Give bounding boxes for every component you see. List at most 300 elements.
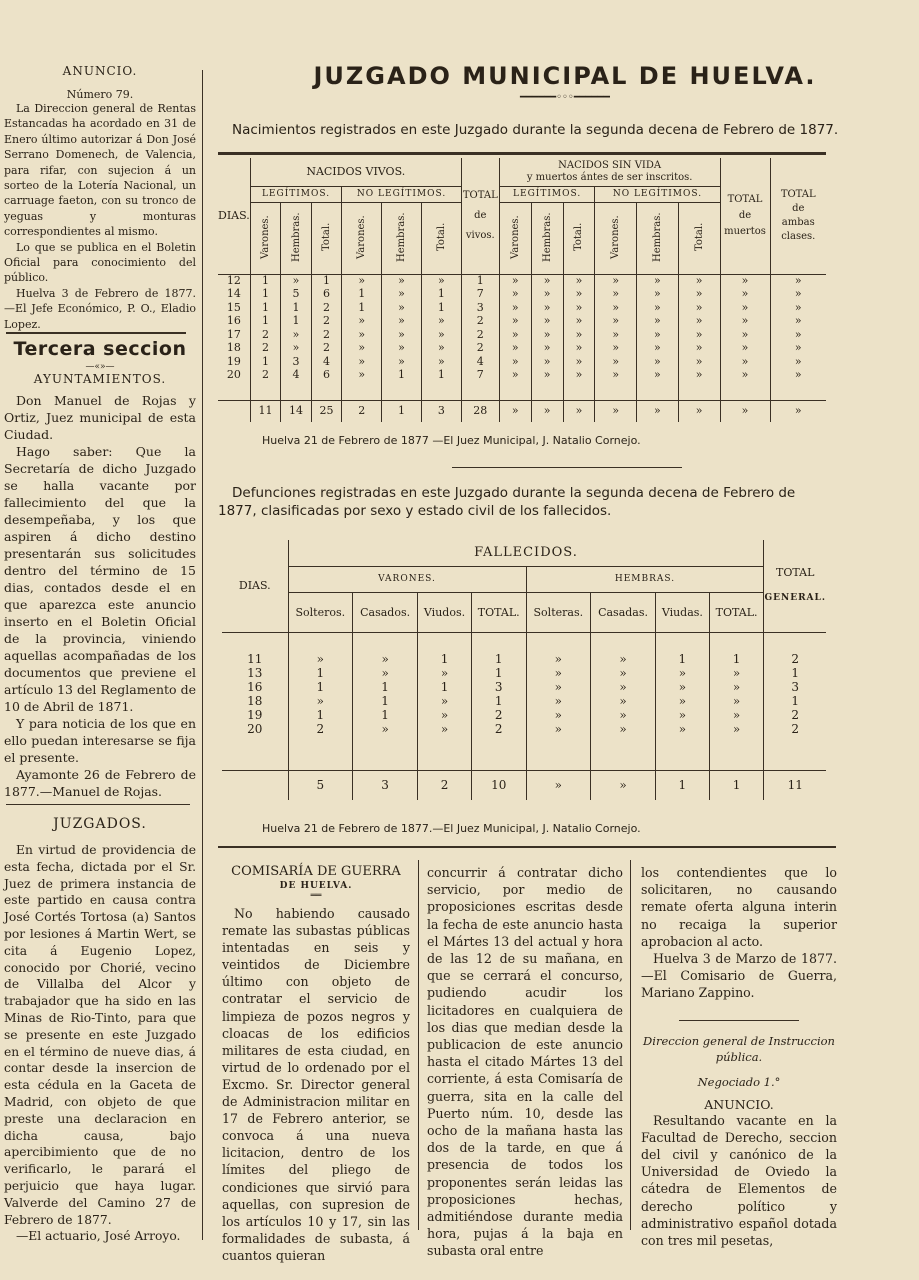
deaths-cell: 1: [791, 693, 800, 708]
deaths-cell: 2: [791, 721, 800, 736]
births-cell: »: [794, 368, 802, 382]
births-cell: »: [794, 300, 802, 314]
deaths-cell: 1: [709, 770, 764, 800]
ta-1: TOTAL: [780, 188, 816, 200]
births-cell: »: [421, 328, 461, 342]
sv-no-legitimos-header: NO LEGÍTIMOS.: [595, 186, 720, 202]
deaths-cell: [709, 736, 764, 770]
col-total: Total.: [321, 222, 333, 251]
total-vivos-de: de: [474, 209, 487, 221]
deaths-col-header: Casados.: [353, 592, 418, 632]
births-cell: 6: [311, 288, 342, 302]
deaths-dias-header: DIAS.: [222, 540, 288, 632]
births-cell: »: [499, 315, 531, 329]
col-total: Total.: [573, 222, 585, 251]
table-top-rule: [218, 152, 826, 155]
deaths-cell: »: [709, 708, 764, 722]
deaths-cell: [418, 736, 472, 770]
births-cell: »: [637, 328, 679, 342]
births-cell: »: [421, 315, 461, 329]
deaths-cell: »: [591, 652, 656, 666]
ta-3: ambas clases.: [781, 216, 816, 242]
births-cell: »: [563, 274, 595, 288]
deaths-row: [222, 708, 826, 722]
births-cell: 1: [382, 369, 422, 383]
instruccion-heading: Direccion general de Instruccion pública.: [643, 1033, 835, 1064]
births-cell: »: [382, 328, 422, 342]
births-cell: »: [342, 369, 382, 383]
column-rule: [202, 70, 203, 1240]
births-body: [218, 274, 826, 422]
anuncio-p3: Huelva 3 de Febrero de 1877. —El Jefe Económico, P. O., Eladio Lopez.: [4, 286, 196, 331]
deaths-cell: »: [288, 694, 353, 708]
births-cell: »: [595, 315, 637, 329]
births-cell: »: [720, 315, 770, 329]
births-cell: 16: [218, 315, 250, 329]
deaths-cell: 20: [222, 722, 288, 736]
tercera-p3: Y para noticia de los que en ello puedan interesarse se fija el presente.: [4, 716, 196, 765]
deaths-footer: Huelva 21 de Febrero de 1877.—El Juez Municipal, J. Natalio Cornejo.: [262, 822, 641, 835]
births-cell: »: [595, 274, 637, 288]
deaths-cell: 1: [709, 652, 764, 666]
births-cell: »: [595, 400, 637, 422]
births-cell: »: [531, 342, 563, 356]
anuncio-p2: Lo que se publica en el Boletin Oficial para conocimiento del público.: [4, 240, 196, 285]
births-cell: »: [563, 288, 595, 302]
col-total: Total.: [693, 222, 705, 251]
births-cell: »: [720, 274, 770, 288]
births-cell: »: [281, 274, 312, 288]
births-cell: »: [499, 342, 531, 356]
deaths-cell: »: [656, 666, 710, 680]
nacidos-vivos-header: NACIDOS VIVOS.: [250, 158, 461, 186]
deaths-spacer-row: [222, 736, 826, 770]
births-cell: [563, 382, 595, 400]
births-cell: »: [720, 288, 770, 302]
deaths-col-header: TOTAL.: [471, 592, 526, 632]
births-cell: »: [794, 287, 802, 301]
deaths-cell: »: [656, 680, 710, 694]
births-cell: 17: [218, 328, 250, 342]
deaths-cell: 3: [353, 770, 418, 800]
births-cell: 14: [218, 288, 250, 302]
deaths-cell: 1: [288, 680, 353, 694]
deaths-cell: 2: [418, 770, 472, 800]
deaths-cell: 1: [353, 680, 418, 694]
births-cell: »: [531, 400, 563, 422]
births-cell: »: [563, 328, 595, 342]
tercera-p2: Hago saber: Que la Secretaría de dicho Juzgado se halla vacante por fallecimiento del que la desempeñaba, y los que aspiren á dicho destino presentarán sus solicitudes dentro del término de 15 dias, contados desde el en que aparezca este anuncio inserto en el Boletin Oficial de la provincia, viniendo aquellas acompañadas de los documentos que previene el artículo 13 del Reglamento de 10 de Abril de 1871.: [4, 444, 196, 714]
deaths-cell: 1: [288, 708, 353, 722]
sin-vida-sub: y muertos ántes de ser inscritos.: [526, 171, 693, 183]
births-cell: »: [678, 301, 720, 315]
deaths-cell: 16: [222, 680, 288, 694]
deaths-cell: [471, 736, 526, 770]
deaths-cell: [526, 736, 591, 770]
births-cell: »: [342, 274, 382, 288]
births-cell: 1: [421, 288, 461, 302]
deaths-cell: 1: [656, 770, 710, 800]
deaths-cell: 1: [353, 708, 418, 722]
deaths-cell: 19: [222, 708, 288, 722]
births-cell: »: [499, 328, 531, 342]
tm-2: de: [738, 209, 752, 221]
births-cell: 1: [250, 274, 281, 288]
deaths-cell: 2: [791, 707, 800, 722]
deaths-cell: [353, 632, 418, 652]
deaths-cell: 2: [791, 651, 800, 666]
births-cell: 2: [311, 342, 342, 356]
juzgados-p1: En virtud de providencia de esta fecha, dictada por el Sr. Juez de primera instancia de este partido en causa contra José Cortés Tortosa (a) Santos por lesiones á Martin Wert, se cita á Eugenio Lopez, conocido por Chorié, vecino de Villalba del Alcor y trabajador que ha sido en las Minas de Rio-Tinto, para que se presente en este Juzgado en el término de nueve dias, á contar desde la insercion de esta cédula en la Gaceta de Madrid, con objeto de que preste una declaracion en dicha causa, bajo apercibimiento que de no verificarlo, le parará el perjuicio que haya lugar. Valverde del Camino 27 de Febrero de 1877.: [4, 843, 196, 1227]
deaths-cell: »: [656, 694, 710, 708]
births-cell: [720, 382, 770, 400]
deaths-row: [222, 680, 826, 694]
births-cell: »: [499, 301, 531, 315]
births-cell: »: [531, 301, 563, 315]
deaths-cell: [591, 736, 656, 770]
births-cell: 1: [382, 400, 422, 422]
tercera-p1: Don Manuel de Rojas y Ortiz, Juez municipal de esta Ciudad.: [4, 393, 196, 442]
births-cell: 2: [461, 315, 499, 329]
births-cell: »: [563, 400, 595, 422]
births-cell: »: [382, 315, 422, 329]
births-cell: »: [637, 355, 679, 369]
births-cell: »: [382, 342, 422, 356]
births-cell: 2: [250, 369, 281, 383]
total-vivos-label: TOTAL: [462, 189, 498, 201]
births-cell: »: [499, 274, 531, 288]
births-cell: »: [678, 342, 720, 356]
juzgados-heading: JUZGADOS.: [53, 816, 147, 832]
page-title: JUZGADO MUNICIPAL DE HUELVA.: [313, 62, 817, 90]
births-cell: »: [342, 328, 382, 342]
total-vivos-header: [461, 158, 499, 274]
deaths-cell: »: [709, 722, 764, 736]
births-cell: 1: [421, 369, 461, 383]
births-cell: 1: [250, 355, 281, 369]
comisaria-ornament: ══: [310, 891, 322, 901]
deaths-cell: [656, 632, 710, 652]
births-cell: 3: [461, 301, 499, 315]
births-cell: 15: [218, 301, 250, 315]
instruccion-p1: Resultando vacante en la Facultad de Derecho, seccion del civil y canónico de la Universidad de Oviedo la cátedra de Elementos de derecho político y administrativo español dotada con tres mil pesetas,: [641, 1112, 837, 1249]
births-row: [218, 369, 826, 383]
deaths-row: [222, 652, 826, 666]
deaths-cell: »: [709, 694, 764, 708]
deaths-cell: [764, 736, 826, 770]
deaths-spacer-row: [222, 632, 826, 652]
births-cell: »: [595, 328, 637, 342]
births-row: [218, 274, 826, 288]
births-cell: »: [421, 274, 461, 288]
deaths-totals-row: [222, 770, 826, 800]
births-cell: »: [382, 274, 422, 288]
deaths-cell: [656, 736, 710, 770]
col-varones: Varones.: [260, 214, 271, 259]
tg-2: GENERAL.: [764, 593, 826, 604]
tg-1: TOTAL: [776, 566, 815, 580]
deaths-cell: »: [656, 708, 710, 722]
births-cell: »: [794, 341, 802, 355]
births-cell: »: [637, 315, 679, 329]
deaths-cell: 1: [791, 665, 800, 680]
col-total: Total.: [435, 222, 447, 251]
deaths-cell: 1: [288, 666, 353, 680]
deaths-cell: [709, 632, 764, 652]
births-cell: »: [678, 274, 720, 288]
column-rule: [418, 860, 419, 1230]
deaths-row: [222, 694, 826, 708]
sv-legitimos-header: LEGÍTIMOS.: [499, 186, 595, 202]
births-cell: 1: [250, 301, 281, 315]
births-footer: Huelva 21 de Febrero de 1877 —El Juez Municipal, J. Natalio Cornejo.: [262, 434, 641, 447]
births-cell: 20: [218, 369, 250, 383]
deaths-cell: 11: [222, 652, 288, 666]
births-cell: »: [531, 288, 563, 302]
births-cell: 4: [311, 355, 342, 369]
births-cell: 1: [342, 301, 382, 315]
births-cell: [531, 382, 563, 400]
deaths-cell: [353, 736, 418, 770]
births-cell: »: [678, 328, 720, 342]
deaths-cell: [591, 632, 656, 652]
births-cell: »: [382, 288, 422, 302]
deaths-cell: »: [591, 680, 656, 694]
tercera-ornament: —«»—: [85, 362, 115, 372]
births-cell: 2: [311, 301, 342, 315]
juzgados-p2: —El actuario, José Arroyo.: [16, 1229, 181, 1244]
births-cell: [218, 382, 250, 400]
col-hembras: Hembras.: [541, 211, 553, 262]
births-cell: [595, 382, 637, 400]
births-cell: »: [678, 315, 720, 329]
deaths-cell: »: [418, 666, 472, 680]
births-cell: 19: [218, 355, 250, 369]
births-cell: »: [720, 328, 770, 342]
births-cell: 25: [311, 400, 342, 422]
deaths-cell: »: [353, 666, 418, 680]
col-varones: Varones.: [509, 214, 521, 259]
negociado: Negociado 1.°: [697, 1074, 781, 1089]
comisaria-p2: concurrir á contratar dicho servicio, por medio de proposiciones escritas desde la fecha de este anuncio hasta el Mártes 13 del actual y hora de las 12 de su mañana, en que se cerrará el concurso, pudiendo acudir los licitadores en cualquiera de los dias que median desde la publicacion de este anuncio hasta el citado Mártes 13 del corriente, á esta Comisaría de guerra, sita en la calle del Puerto núm. 10, desde las ocho de la mañana hasta las dos de la tarde, en que á presencia de todos los proponentes serán leidas las proposiciones hechas, admitiéndose durante media hora, pujas á la baja en subasta oral entre: [427, 865, 623, 1259]
births-row: [218, 288, 826, 302]
births-cell: »: [563, 369, 595, 383]
births-cell: 3: [421, 400, 461, 422]
deaths-cell: 13: [222, 666, 288, 680]
births-cell: »: [342, 342, 382, 356]
deaths-heading: Defunciones registradas en este Juzgado durante la segunda decena de Febrero de 1877, clasificadas por sexo y estado civil de los fallecidos.: [218, 485, 796, 519]
births-row: [218, 301, 826, 315]
births-cell: »: [563, 301, 595, 315]
comisaria-date: Huelva 3 de Marzo de 1877. —El Comisario de Guerra, Mariano Zappino.: [641, 951, 837, 1001]
deaths-cell: 1: [471, 666, 526, 680]
births-spacer-row: [218, 382, 826, 400]
deaths-cell: »: [591, 666, 656, 680]
deaths-cell: »: [418, 722, 472, 736]
births-cell: »: [637, 369, 679, 383]
births-cell: »: [595, 301, 637, 315]
births-cell: »: [720, 301, 770, 315]
comisaria-col2: [427, 864, 623, 1260]
deaths-cell: »: [526, 666, 591, 680]
tm-1: TOTAL: [727, 193, 763, 205]
deaths-cell: 1: [471, 694, 526, 708]
col-varones: Varones.: [610, 214, 622, 259]
births-cell: 2: [250, 328, 281, 342]
tercera-section: [4, 338, 196, 800]
births-cell: »: [794, 314, 802, 328]
births-cell: 2: [461, 342, 499, 356]
deaths-cell: »: [709, 666, 764, 680]
sin-vida-label: NACIDOS SIN VIDA: [558, 159, 662, 171]
births-cell: »: [382, 355, 422, 369]
anuncio-number: Número 79.: [66, 88, 134, 101]
deaths-col-header: TOTAL.: [709, 592, 764, 632]
births-cell: »: [421, 355, 461, 369]
births-cell: 2: [342, 400, 382, 422]
total-general-header: [764, 540, 826, 632]
births-cell: »: [382, 301, 422, 315]
col-hembras: Hembras.: [651, 211, 663, 262]
births-cell: [281, 382, 312, 400]
births-cell: »: [595, 355, 637, 369]
births-cell: »: [531, 315, 563, 329]
deaths-cell: 11: [764, 770, 826, 800]
births-cell: »: [531, 355, 563, 369]
ta-2: de: [792, 202, 805, 214]
births-heading: Nacimientos registrados en este Juzgado durante la segunda decena de Febrero de 1877.: [232, 122, 839, 138]
births-cell: »: [563, 342, 595, 356]
total-ambas-header: [770, 158, 826, 274]
births-cell: »: [770, 400, 826, 422]
deaths-cell: 10: [471, 770, 526, 800]
deaths-cell: 2: [471, 722, 526, 736]
deaths-row: [222, 722, 826, 736]
births-cell: 2: [311, 315, 342, 329]
deaths-cell: »: [656, 722, 710, 736]
deaths-cell: 18: [222, 694, 288, 708]
births-cell: »: [499, 369, 531, 383]
deaths-cell: 1: [471, 652, 526, 666]
deaths-cell: [526, 632, 591, 652]
deaths-cell: »: [288, 652, 353, 666]
deaths-cell: 1: [656, 652, 710, 666]
births-row: [218, 355, 826, 369]
births-cell: »: [563, 315, 595, 329]
deaths-cell: 3: [791, 679, 800, 694]
deaths-cell: »: [418, 694, 472, 708]
births-cell: »: [720, 400, 770, 422]
deaths-cell: [418, 632, 472, 652]
births-cell: »: [678, 288, 720, 302]
births-cell: 2: [250, 342, 281, 356]
divider: [6, 804, 190, 805]
col-hembras: Hembras.: [290, 211, 302, 262]
col-hembras: Hembras.: [396, 211, 408, 262]
births-cell: 28: [461, 400, 499, 422]
no-legitimos-header: NO LEGÍTIMOS.: [342, 186, 461, 202]
divider: [679, 1020, 799, 1021]
deaths-cell: »: [591, 708, 656, 722]
deaths-col-header: Solteras.: [526, 592, 591, 632]
births-cell: 1: [311, 274, 342, 288]
deaths-cell: 2: [471, 708, 526, 722]
births-cell: 1: [250, 288, 281, 302]
births-cell: »: [531, 328, 563, 342]
left-column: [4, 60, 196, 332]
births-cell: [421, 382, 461, 400]
deaths-cell: »: [353, 722, 418, 736]
births-cell: 2: [311, 328, 342, 342]
births-cell: [637, 382, 679, 400]
comisaria-col3: [641, 864, 837, 1249]
births-cell: 3: [281, 355, 312, 369]
deaths-col-header: Viudos.: [418, 592, 472, 632]
deaths-cell: »: [526, 680, 591, 694]
births-cell: [461, 382, 499, 400]
births-cell: »: [637, 342, 679, 356]
title-ornament: ━━━━━━◦◦◦━━━━━━: [520, 92, 610, 103]
births-row: [218, 328, 826, 342]
births-cell: »: [678, 369, 720, 383]
births-cell: 4: [461, 355, 499, 369]
births-cell: »: [281, 328, 312, 342]
births-cell: »: [281, 342, 312, 356]
deaths-cell: »: [526, 652, 591, 666]
births-cell: »: [499, 288, 531, 302]
births-cell: 1: [342, 288, 382, 302]
tercera-p4: Ayamonte 26 de Febrero de 1877.—Manuel de Rojas.: [4, 767, 196, 799]
divider: [6, 332, 186, 334]
births-cell: 1: [461, 274, 499, 288]
comisaria-p3: los contendientes que lo solicitaren, no causando remate oferta alguna interin no recaiga la superior aprobacion al acto.: [641, 865, 837, 949]
deaths-cell: 5: [288, 770, 353, 800]
births-cell: »: [637, 400, 679, 422]
deaths-cell: 3: [471, 680, 526, 694]
births-cell: »: [637, 274, 679, 288]
births-cell: 6: [311, 369, 342, 383]
deaths-cell: [222, 736, 288, 770]
births-cell: »: [720, 355, 770, 369]
births-cell: 7: [461, 288, 499, 302]
deaths-cell: »: [526, 708, 591, 722]
deaths-cell: »: [591, 722, 656, 736]
divider: [452, 467, 682, 468]
births-cell: »: [794, 354, 802, 368]
deaths-cell: 1: [418, 652, 472, 666]
deaths-col-header: Casadas.: [591, 592, 656, 632]
births-row: [218, 342, 826, 356]
deaths-cell: 1: [353, 694, 418, 708]
births-cell: »: [342, 355, 382, 369]
births-cell: »: [678, 400, 720, 422]
instruccion-anuncio: ANUNCIO.: [704, 1096, 774, 1112]
births-cell: »: [794, 274, 802, 287]
births-dias-header: DIAS.: [218, 158, 250, 274]
fallecidos-header: FALLECIDOS.: [288, 540, 764, 566]
deaths-cell: [471, 632, 526, 652]
tercera-heading: Tercera seccion: [13, 338, 187, 360]
births-cell: »: [531, 369, 563, 383]
births-cell: [770, 382, 826, 400]
births-cell: 12: [218, 274, 250, 288]
deaths-cell: »: [526, 694, 591, 708]
births-cell: »: [499, 355, 531, 369]
deaths-body: [222, 632, 826, 800]
births-cell: »: [678, 355, 720, 369]
comisaria-heading: COMISARÍA DE GUERRA: [231, 864, 401, 879]
deaths-col-header: Solteros.: [288, 592, 353, 632]
